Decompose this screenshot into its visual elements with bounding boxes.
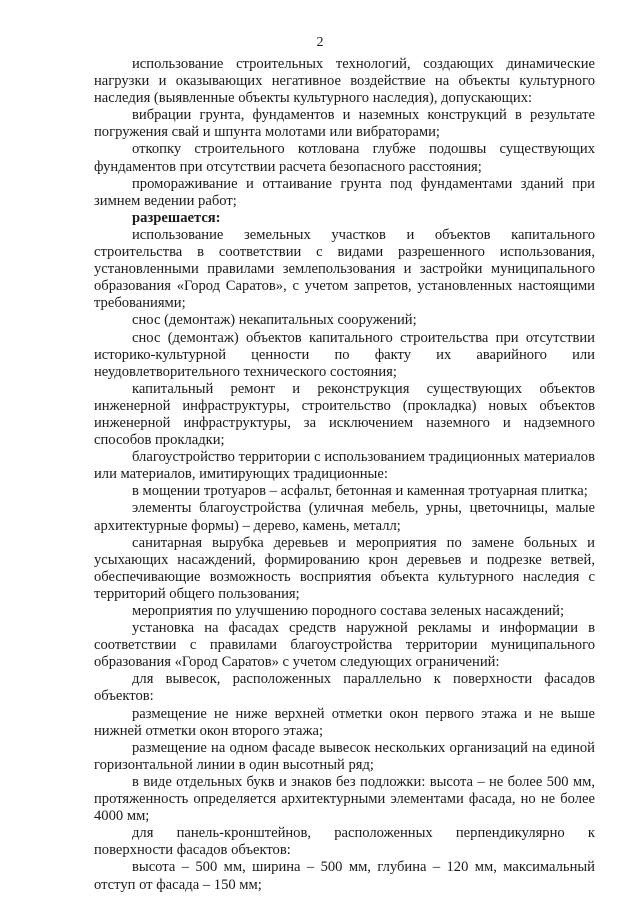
paragraph: размещение на одном фасаде вывесок нескольких организаций на единой горизонтальной линии в один высотный ряд; [94,739,595,773]
paragraph: элементы благоустройства (уличная мебель, урны, цветочницы, малые архитектурные формы) – дерево, камень, металл; [94,500,595,534]
paragraph: размещение не ниже верхней отметки окон первого этажа и не выше нижней отметки окон второго этажа; [94,705,595,739]
paragraph: для вывесок, расположенных параллельно к поверхности фасадов объектов: [94,671,595,705]
paragraph: промораживание и оттаивание грунта под фундаментами зданий при зимнем ведении работ; [94,175,595,209]
paragraph: снос (демонтаж) объектов капитального строительства при отсутствии историко-культурной ценности по факту их аварийного или неудовлетворительного технического состояния; [94,329,595,380]
paragraph: капитальный ремонт и реконструкция существующих объектов инженерной инфраструктуры, строительство (прокладка) новых объектов инженерной инфраструктуры, за исключением наземного и надземного способов прокладки; [94,380,595,449]
paragraph: для панель-кронштейнов, расположенных перпендикулярно к поверхности фасадов объектов: [94,825,595,859]
paragraph: в мощении тротуаров – асфальт, бетонная и каменная тротуарная плитка; [132,483,588,500]
paragraph: санитарная вырубка деревьев и мероприятия по замене больных и усыхающих насаждений, формированию крон деревьев и подрезке ветвей, обеспечивающие возможность восприятия объекта культурного наследия с территорий общего пользования; [94,534,595,602]
paragraph: мероприятия по улучшению породного состава зеленых насаждений; [132,603,565,619]
paragraph: вибрации грунта, фундаментов и наземных конструкций в результате погружения свай и шпунта молотами или вибраторами; [94,107,595,141]
paragraph: в виде отдельных букв и знаков без подложки: высота – не более 500 мм, протяженность определяется архитектурными элементами фасада, но не более 4000 мм; [94,773,595,825]
document-body [94,56,595,894]
section-heading: разрешается: [132,209,221,226]
paragraph: откопку строительного котлована глубже подошвы существующих фундаментов при отсутствии расчета безопасного расстояния; [94,141,595,175]
paragraph: благоустройство территории с использованием традиционных материалов или материалов, имитирующих традиционные: [94,449,595,483]
paragraph: снос (демонтаж) некапитальных сооружений; [132,312,417,329]
paragraph: использование строительных технологий, создающих динамические нагрузки и оказывающих негативное воздействие на объекты культурного наследия (выявленные объекты культурного наследия), допускающих: [94,56,595,107]
page-number: 2 [316,35,324,50]
paragraph: установка на фасадах средств наружной рекламы и информации в соответствии с правилами благоустройства территории муниципального образования «Город Саратов» с учетом следующих ограничений: [94,620,595,671]
paragraph: высота – 500 мм, ширина – 500 мм, глубина – 120 мм, максимальный отступ от фасада – 150 мм; [94,859,595,893]
paragraph: использование земельных участков и объектов капитального строительства в соответствии с видами разрешенного использования, установленными правилами землепользования и застройки муниципального образования «Город Саратов», с учетом запретов, установленных настоящими требованиями; [94,226,595,312]
